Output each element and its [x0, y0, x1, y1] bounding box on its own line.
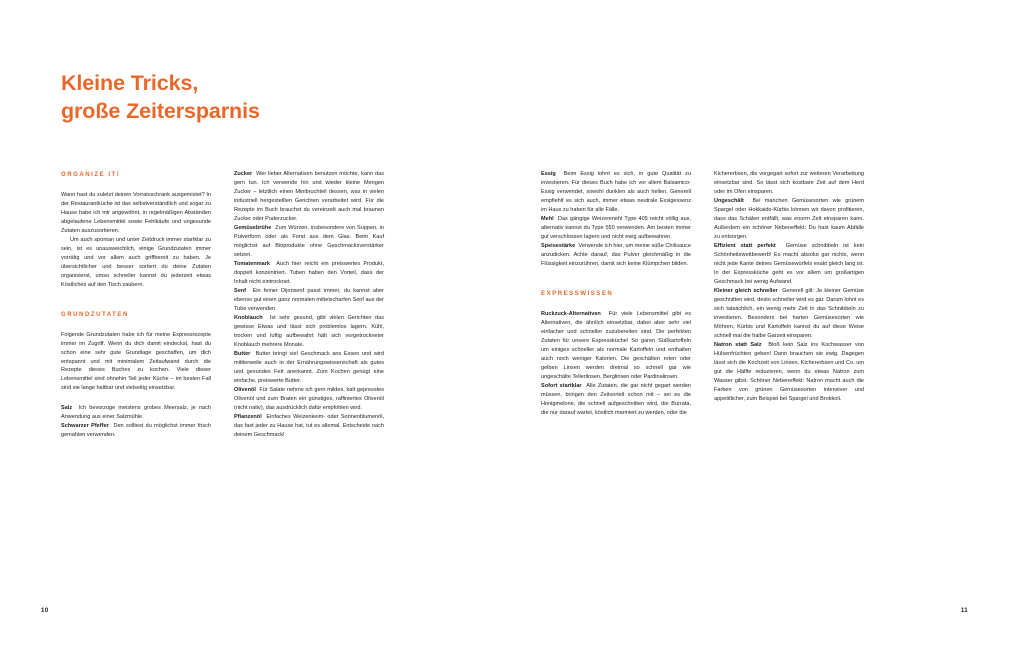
glossary-text: Einfaches Weizenkeim- oder Sonnenblumenöl, das fast jeder zu Hause hat, tut es allemal. Entscheide nach deinem Geschmack!: [234, 413, 384, 438]
paragraph: Wann hast du zuletzt deinen Vorratsschrank ausgemistet? In der Restaurantküche ist das selbstverständlich und sogar zu Hause habe ich mir angewöhnt, in regelmäßigen Abständen abgelaufene Lebensmittel sowie Fehlkäufe und ungesunde Zutaten auszusortieren.: [61, 191, 211, 234]
paragraph: Um auch spontan und unter Zeitdruck immer startklar zu sein, ist es unausweichlich, einige Grundzutaten immer vorrätig und vor allem auch griffbereit zu haben. Je übersichtlicher und besser sortiert du deine Zutaten organisierst, umso schneller kannst du jederzeit etwas Köstliches auf den Tisch zaubern.: [61, 236, 211, 288]
text-column-2: [234, 170, 384, 440]
section-heading-grundzutaten: GRUNDZUTATEN: [61, 310, 129, 318]
glossary-term: Natron statt Salz: [714, 341, 762, 348]
glossary-term: Olivenöl: [234, 386, 256, 393]
glossary-entry: [61, 422, 211, 440]
glossary-term: Sofort startklar: [541, 382, 582, 389]
glossary-text: Generell gilt: Je kleiner Gemüse geschnitten wird, desto schneller wird es gar. Darum lohnt es sich tatsächlich, ein wenig mehr Zeit in das Schnibbeln zu investieren. Besonders bei harten Gemüsesorten wie Möhren, Kürbis und Kartoffeln kannst du auf diese Weise schnell mal die halbe Garzeit einsparen.: [714, 287, 864, 339]
page-gutter: [504, 0, 505, 648]
glossary-entry: [234, 224, 384, 260]
text-column-1: [61, 170, 211, 440]
glossary-entry: [234, 314, 384, 350]
glossary-term: Speisestärke: [541, 242, 576, 249]
section-heading-expresswissen: EXPRESSWISSEN: [541, 289, 614, 297]
glossary-text: Auch hier reicht ein preiswertes Produkt, doppelt konzentriert. Tuben haben den Vorteil, dass der Inhalt nicht eintrocknet.: [234, 260, 384, 285]
glossary-text: Bloß kein Salz ins Kochwasser von Hülsenfrüchten geben! Dann brauchen sie ewig. Dagegen lässt sich die Kochzeit von Linsen, Kichererbsen und Co. um gut die Hälfte reduzieren, wenn du etwas Natron zum Wasser gibst. Schöner Nebeneffekt: Natron macht auch die Farben von grünen Gemüsesorten intensiver und appetitlicher, zum Beispiel bei Spargel und Brokkoli.: [714, 341, 864, 402]
glossary-entry: [234, 260, 384, 287]
page-title-line-1: Kleine Tricks,: [61, 71, 199, 96]
glossary-term: Kleiner gleich schneller: [714, 287, 778, 294]
page-title-line-2: große Zeitersparnis: [61, 98, 260, 123]
glossary-term: Tomatenmark: [234, 260, 270, 267]
glossary-term: Gemüsebrühe: [234, 224, 272, 231]
glossary-entry: [234, 386, 384, 413]
glossary-entry: [234, 170, 384, 224]
glossary-text: Beim Essig lohnt es sich, in gute Qualität zu investieren. Für dieses Buch habe ich vor allem Balsamico-Essig verwendet, sowohl dunklen als auch hellen. Generell empfiehlt es sich auch, immer etwas neutrale Essigessenz im Haus zu haben für alle Fälle.: [541, 171, 691, 213]
glossary-text: Gemüse schnibbeln ist kein Schönheitswettbewerb! Es macht absolut gar nichts, wenn nicht jede Kante deines Gemüsewürfels exakt gleich lang ist. In der Expressküche geht es vor allem um großartigen Geschmack bei wenig Aufwand.: [714, 242, 864, 285]
glossary-text: Ein feiner Dijonsenf passt immer, du kannst aber ebenso gut einen ganz normalen mittelscharfen Senf aus der Tube verwenden.: [234, 287, 384, 312]
glossary-text: Ist sehr gesund, gibt vielen Gerichten das gewisse Etwas und lässt sich problemlos lagern. Kühl, trocken und luftig aufbewahrt hält sich vorgetrockneter Knoblauch mehrere Monate.: [234, 314, 385, 348]
glossary-entry: [61, 404, 211, 422]
glossary-term: Butter: [234, 350, 251, 357]
glossary-term: Schwarzer Pfeffer: [61, 423, 109, 430]
glossary-term: Ungeschält: [714, 197, 744, 204]
text-column-3: [541, 170, 691, 418]
glossary-text: Alle Zutaten, die gar nicht gegart werden müssen, bringen den Zeitvorteil schon mit – sei es die Honigmelone, die schnell aufgeschnitten wird, die Burrata, die nur darauf wartet, köstlich mariniert zu werden, oder die: [541, 382, 692, 416]
glossary-text: Butter bringt viel Geschmack ans Essen und wird mittlerweile auch in der Ernährungswissenschaft als gutes und gesundes Fett anerkannt. Zum Kochen genügt eine einfache, preiswerte Butter.: [234, 350, 384, 384]
glossary-term: Knoblauch: [234, 314, 263, 321]
glossary-entry: [541, 382, 691, 418]
glossary-text: Wer lieber Alternativen benutzen möchte, kann das gern tun. Ich verwende hin und wieder kleine Mengen Zucker – letztlich einen Minibruchteil dessen, was in vielen industriell hergestellten Gerichten verarbeitet wird. Für die Rezepte im Buch brauchst du vereinzelt auch mal braunen Zucker oder Puderzucker.: [234, 171, 384, 222]
glossary-text: Verwende ich hier, um meine süße Chilisauce anzudicken. Achte darauf, das Pulver gleichmäßig in die Flüssigkeit einzurühren, damit sich keine Klümpchen bilden.: [541, 242, 691, 267]
glossary-term: Effizient statt perfekt: [714, 242, 776, 249]
glossary-text: Das gängige Weizenmehl Type 405 reicht völlig aus, alternativ kannst du Type 550 verwenden. Am besten immer gut verschlossen lagern und nicht ewig aufbewahren.: [541, 215, 691, 240]
paragraph-continuation: Kichererbsen, die vorgegart sofort zur weiteren Verarbeitung einsetzbar sind. So lässt sich kostbare Zeit auf dem Herd oder im Ofen einsparen.: [714, 171, 864, 195]
glossary-term: Senf: [234, 287, 247, 294]
paragraph: Folgende Grundzutaten habe ich für meine Expressrezepte immer im Zugriff. Wenn du dich damit eindeckst, hast du schon eine sehr gute Grundlage geschaffen, um dich entspannt und mit minimalem Zeitaufwand durch die Rezepte dieses Buches zu kochen. Viele dieser Lebensmittel sind ohnehin Teil jeder Küche – im besten Fall sind sie lange haltbar und vielseitig einsetzbar.: [61, 331, 211, 392]
glossary-text: Zum Würzen, insbesondere von Suppen, in Pulverform oder als Fond aus dem Glas. Beim Kauf möglichst auf Bioprodukte ohne Geschmacksverstärker setzen.: [234, 224, 384, 258]
glossary-entry: [714, 197, 864, 242]
glossary-entry: [714, 242, 864, 287]
glossary-text: Den solltest du möglichst immer frisch gemahlen verwenden.: [61, 423, 212, 439]
glossary-entry: [541, 242, 691, 269]
glossary-term: Mehl: [541, 215, 554, 222]
page-title: [61, 70, 481, 125]
glossary-text: Für Salate nehme ich gern mildes, kalt gepresstes Olivenöl und zum Braten ein günstiges, raffiniertes Olivenöl (nicht nativ), das ausdrücklich dafür empfohlen wird.: [234, 386, 384, 411]
section-heading-organize-it: ORGANIZE IT!: [61, 171, 121, 178]
glossary-entry: [234, 413, 384, 440]
glossary-text: Bei manchen Gemüsesorten wie grünem Spargel oder Hokkaido-Kürbis können wir davon profitieren, dass das Schälen entfällt, was enorm Zeit einsparen kann. Außerdem ein schöner Nebeneffekt: Du hast kaum Abfälle zu entsorgen.: [714, 197, 864, 240]
glossary-entry: [541, 215, 691, 242]
glossary-entry: [714, 341, 864, 404]
glossary-term: Essig: [541, 171, 556, 177]
glossary-entry: [541, 170, 691, 215]
glossary-term: Pflanzenöl: [234, 413, 262, 420]
glossary-entry: [234, 287, 384, 314]
text-column-4: [714, 170, 864, 404]
glossary-term: Ruckzuck-Alternativen: [541, 310, 601, 317]
glossary-entry: [714, 287, 864, 341]
glossary-term: Zucker: [234, 171, 253, 177]
glossary-text: Für viele Lebensmittel gibt es Alternativen, die ähnlich einsetzbar, dabei aber sehr viel einfacher und schneller zuzubereiten sind. Die perfekten Zutaten für unsere Expressküche! So garen Süßkartoffeln um einiges schneller als normale Kartoffeln und enthalten auch noch weniger Kalorien. Die geschälten roten oder gelben Linsen werden dreimal so schnell gar wie ungeschälte Tellerlinsen, Berglinsen oder Pardinalinsen.: [541, 310, 691, 380]
glossary-term: Salz: [61, 405, 73, 412]
page-number-left: 10: [41, 607, 49, 614]
glossary-entry: [234, 350, 384, 386]
page-number-right: 11: [960, 607, 968, 614]
glossary-entry: [541, 310, 691, 382]
glossary-text: Ich bevorzuge meistens grobes Meersalz, je nach Anwendung aus einer Salzmühle.: [61, 405, 211, 421]
